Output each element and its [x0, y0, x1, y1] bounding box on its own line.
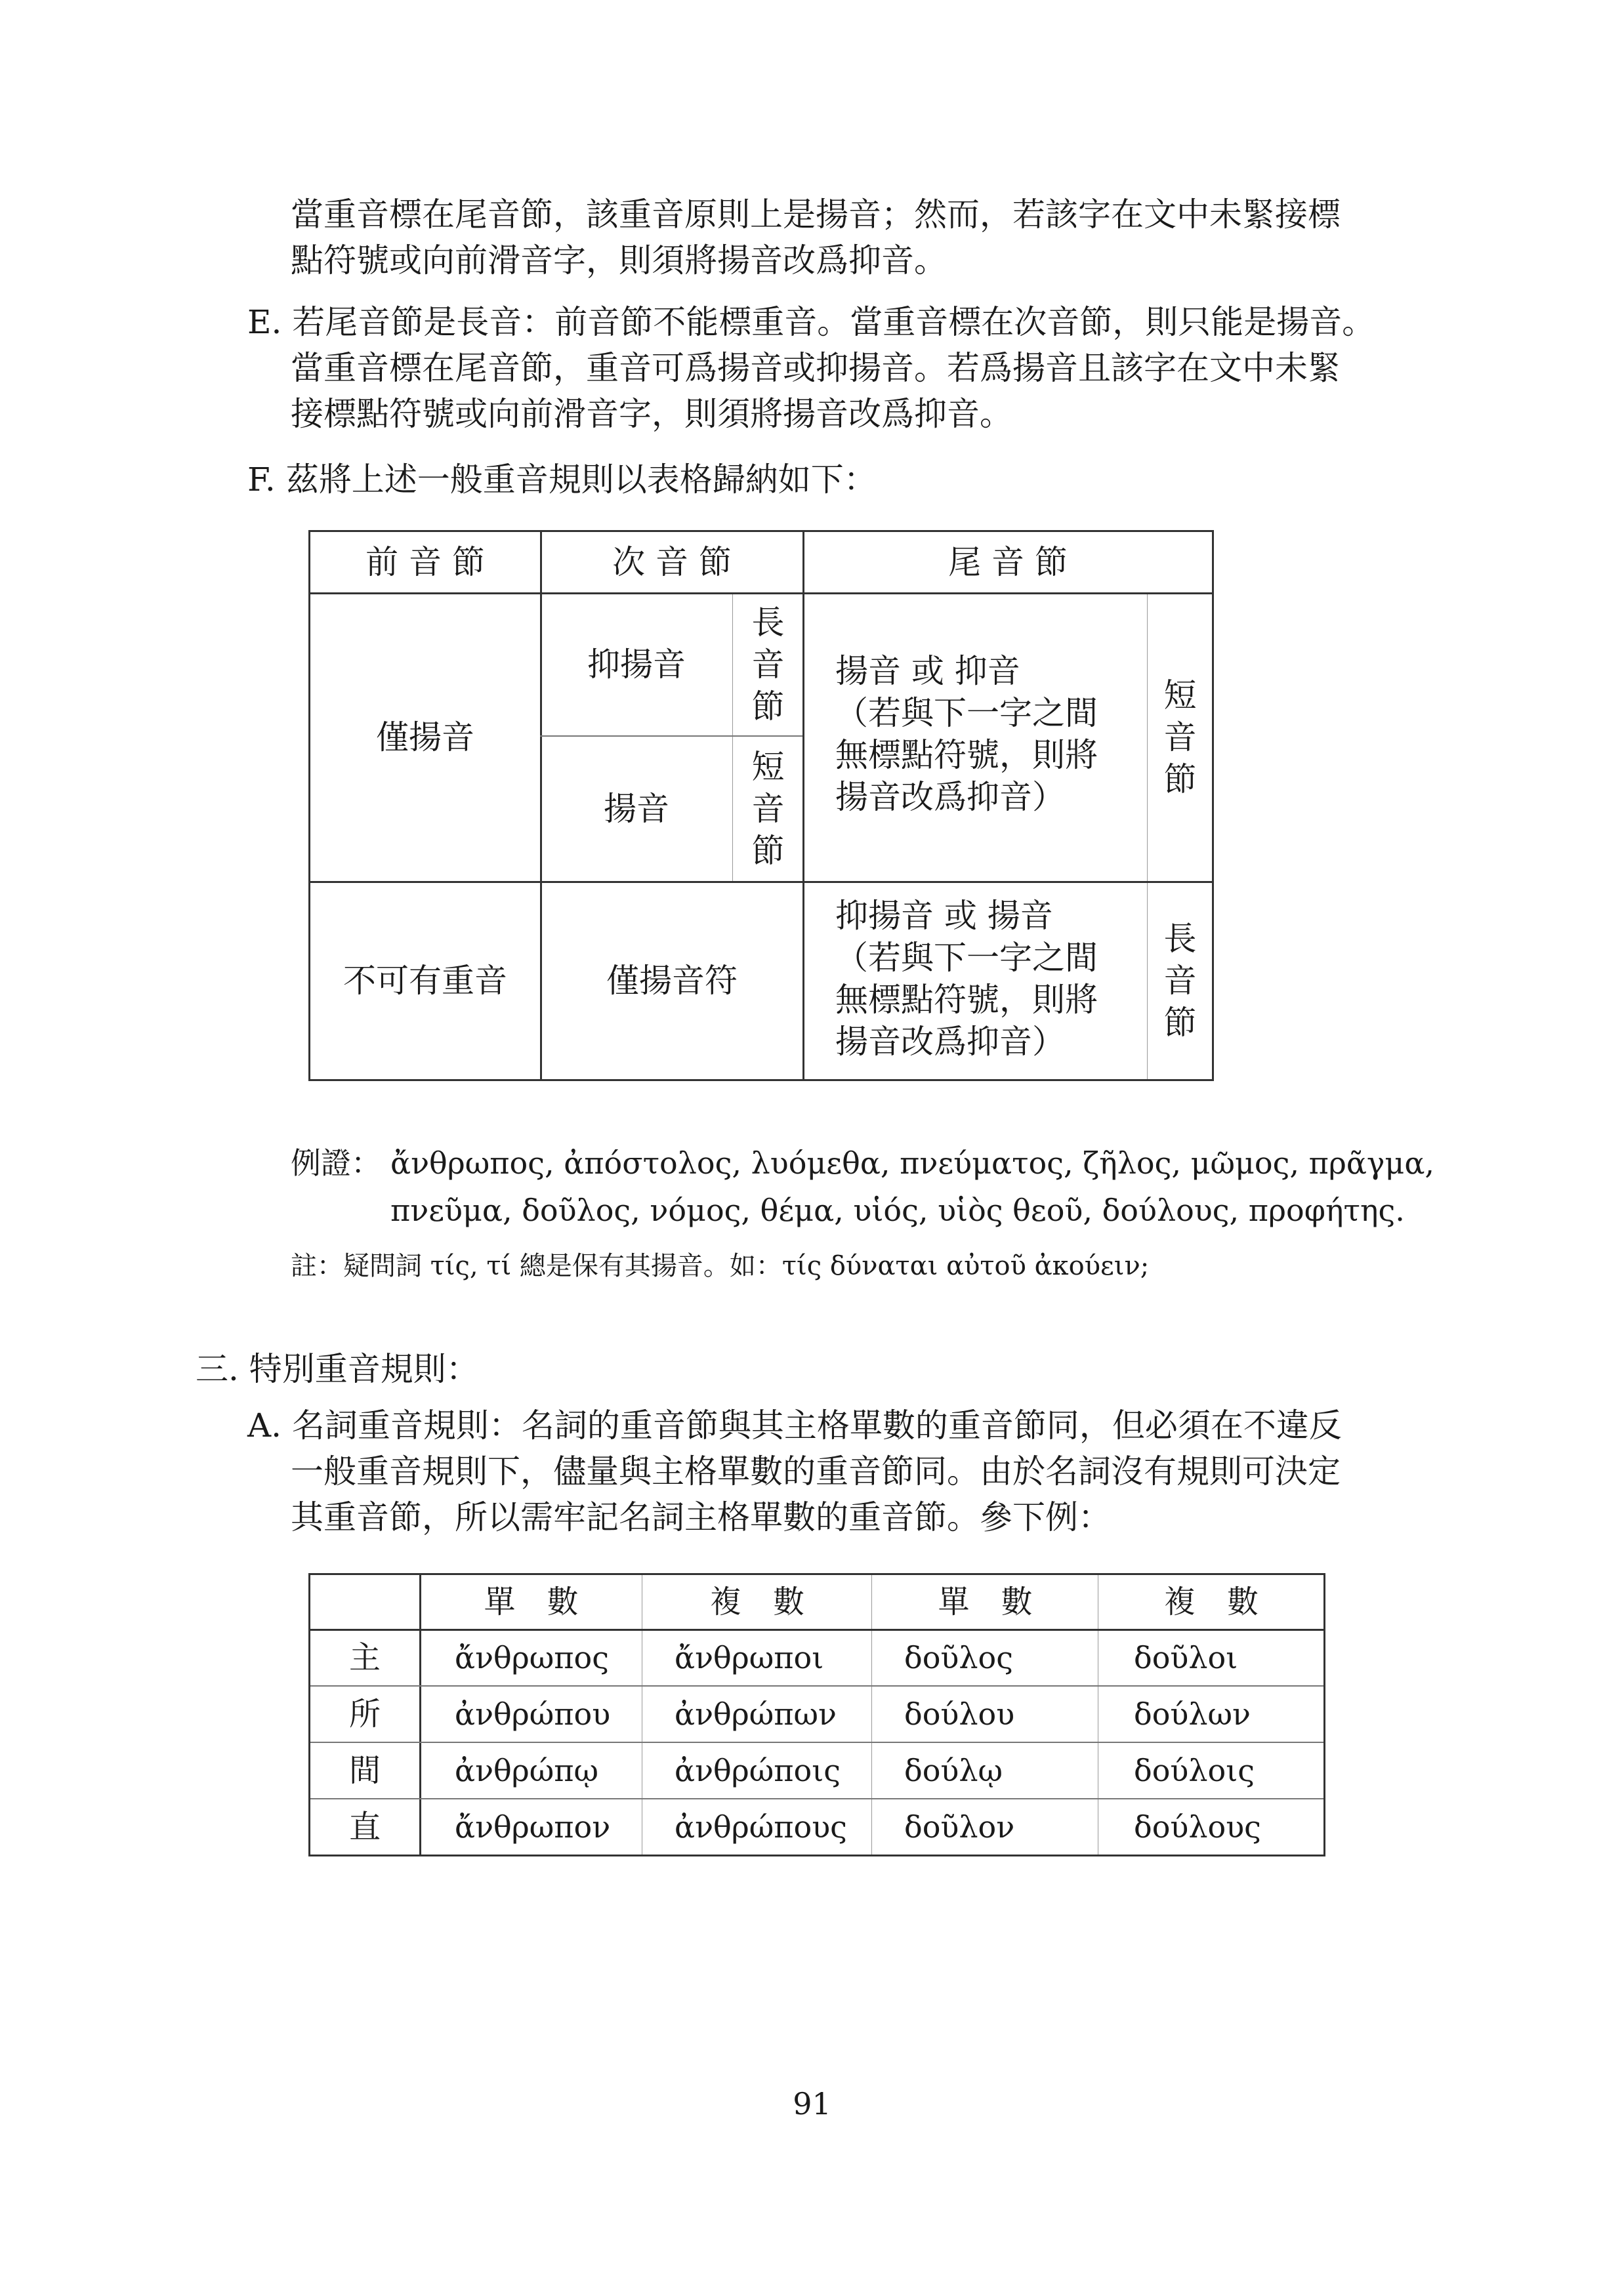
- section-3-heading: 三. 特別重音規則：: [196, 1350, 479, 1388]
- header-singular-2: 單 數: [938, 1584, 1033, 1620]
- paragraph-f-line-1: F. 茲將上述一般重音規則以表格歸納如下：: [247, 461, 877, 499]
- paragraph-d-line-2: 點符號或向前滑音字，則須將揚音改爲抑音。: [291, 241, 947, 279]
- row2-ultima-long-syllable: 長音節: [1163, 920, 1197, 1042]
- table-cell: δοῦλος: [904, 1640, 1013, 1675]
- row2-ultima-line: 揚音改爲抑音）: [835, 1023, 1065, 1061]
- row1-penult-acute: 揚音: [604, 790, 669, 828]
- header-plural-2: 複 數: [1163, 1584, 1259, 1620]
- table-cell: ἄνθρωπον: [455, 1809, 611, 1845]
- table-cell: ἄνθρωπος: [455, 1640, 609, 1675]
- case-dative: 間: [348, 1752, 381, 1789]
- row1-ultima-line: （若與下一字之間: [835, 694, 1098, 732]
- table-cell: ἀνθρώπου: [455, 1696, 611, 1732]
- section-3a-line-2: 一般重音規則下，儘量與主格單數的重音節同。由於名詞沒有規則可決定: [291, 1452, 1341, 1490]
- table-cell: δούλου: [904, 1696, 1015, 1732]
- table-cell: δούλοις: [1134, 1753, 1255, 1788]
- paragraph-e-line-3: 接標點符號或向前滑音字，則須將揚音改爲抑音。: [291, 395, 1012, 433]
- row1-ultima-line: 揚音改爲抑音）: [835, 778, 1065, 816]
- table-cell: δούλων: [1134, 1696, 1251, 1732]
- noun-declension-table: [308, 1573, 1325, 1856]
- page-number: 91: [793, 2086, 831, 2122]
- header-singular-1: 單 數: [484, 1584, 579, 1620]
- row1-ultima-line: 揚音 或 抑音: [835, 652, 1020, 690]
- row1-penult-long-syllable: 長音節: [751, 604, 785, 726]
- table-cell: ἀνθρώποις: [675, 1753, 841, 1788]
- table-cell: ἀνθρώπων: [675, 1696, 837, 1732]
- row1-ultima-line: 無標點符號，則將: [835, 736, 1098, 774]
- paragraph-e-line-1: E. 若尾音節是長音：前音節不能標重音。當重音標在次音節，則只能是揚音。: [247, 303, 1375, 341]
- examples-label: 例證：: [291, 1145, 381, 1181]
- section-3a-line-1: A. 名詞重音規則：名詞的重音節與其主格單數的重音節同，但必須在不違反: [247, 1406, 1342, 1445]
- header-antepenult: 前 音 節: [365, 543, 485, 581]
- row2-ultima-line: （若與下一字之間: [835, 939, 1098, 977]
- case-accusative: 直: [348, 1809, 381, 1845]
- section-3a-line-3: 其重音節，所以需牢記名詞主格單數的重音節。參下例：: [291, 1498, 1111, 1536]
- accent-rules-table: [308, 530, 1214, 1081]
- table-cell: ἀνθρώπῳ: [455, 1753, 599, 1788]
- table-cell: δούλους: [1134, 1809, 1261, 1845]
- table-cell: δοῦλον: [904, 1809, 1015, 1845]
- row1-ultima-rule: [835, 650, 1144, 818]
- header-penult: 次 音 節: [612, 543, 732, 581]
- table-cell: δούλῳ: [904, 1753, 1003, 1788]
- paragraph-d-line-1: 當重音標在尾音節，該重音原則上是揚音；然而，若該字在文中未緊接標: [291, 195, 1341, 234]
- examples-line-2: πνεῦμα, δοῦλος, νόμος, θέμα, υἱός, υἱὸς θεοῦ, δούλους, προφήτης.: [390, 1193, 1405, 1228]
- row2-ultima-line: 無標點符號，則將: [835, 981, 1098, 1019]
- paragraph-e-line-2: 當重音標在尾音節，重音可爲揚音或抑揚音。若爲揚音且該字在文中未緊: [291, 349, 1341, 387]
- table-cell: ἄνθρωποι: [675, 1640, 824, 1675]
- table-cell: ἀνθρώπους: [675, 1809, 847, 1845]
- examples-line-1: ἄνθρωπος, ἀπόστολος, λυόμεθα, πνεύματος, ζῆλος, μῶμος, πρᾶγμα,: [390, 1145, 1434, 1181]
- row2-ultima-rule: [835, 895, 1144, 1063]
- note: 註：疑問詞 τίς, τί 總是保有其揚音。如：τίς δύναται αὐτοῦ ἀκούειν;: [291, 1251, 1150, 1281]
- case-genitive: 所: [348, 1696, 381, 1732]
- header-ultima: 尾 音 節: [948, 543, 1068, 581]
- table-cell: δοῦλοι: [1134, 1640, 1238, 1675]
- case-nominative: 主: [348, 1639, 381, 1676]
- row2-penult: 僅揚音符: [606, 962, 738, 1000]
- row1-antepenult: 僅揚音: [376, 718, 474, 756]
- row1-penult-short-syllable: 短音節: [751, 748, 785, 870]
- row2-antepenult: 不可有重音: [343, 962, 507, 1000]
- row1-ultima-short-syllable: 短音節: [1163, 676, 1197, 798]
- header-plural-1: 複 數: [709, 1584, 804, 1620]
- row1-penult-circumflex: 抑揚音: [587, 646, 686, 684]
- row2-ultima-line: 抑揚音 或 揚音: [835, 897, 1053, 935]
